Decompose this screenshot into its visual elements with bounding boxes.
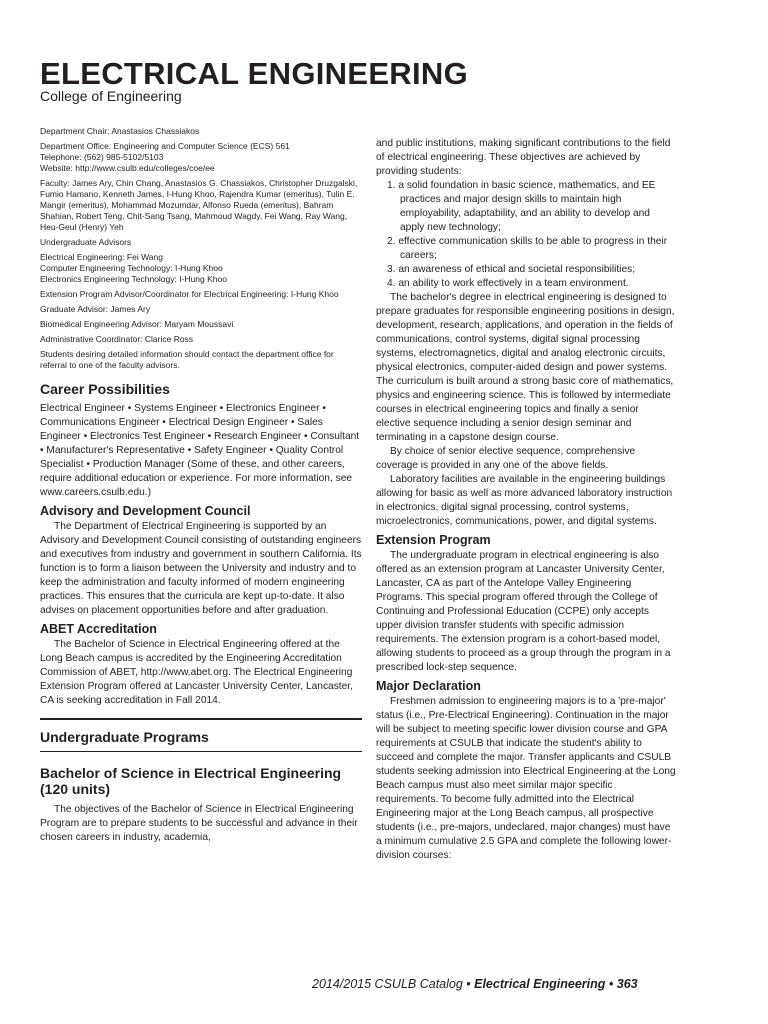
career-heading: Career Possibilities <box>40 381 170 397</box>
page-footer <box>312 977 638 991</box>
advisory-text: The Department of Electrical Engineering is supported by an Advisory and Development Council consisting of outstanding engineers and executives from industry and government in southern California. Its function is to form a liaison between the University and industry and to keep the administration and faculty informed of modern engineering practices. This ensures that the curricula are kept up-to-date. It also advises on placement opportunities before and after graduation. <box>40 521 362 616</box>
objective-item: 3. an awareness of ethical and societal responsibilities; <box>387 264 636 275</box>
biomedical-advisor: Biomedical Engineering Advisor: Maryam Moussavi <box>40 319 234 329</box>
abet-text: The Bachelor of Science in Electrical Engineering offered at the Long Beach campus is accredited by the Engineering Accreditation Commission of ABET, http://www.abet.org. The Electrical Engineering Extension Program offered at Lancaster University Center, Lancaster, CA is seeking accreditation in Fall 2014. <box>40 639 353 706</box>
undergraduate-advisors-label: Undergraduate Advisors <box>40 237 132 247</box>
extension-advisor: Extension Program Advisor/Coordinator for Electrical Engineering: I-Hung Khoo <box>40 289 339 299</box>
graduate-advisor: Graduate Advisor: James Ary <box>40 304 151 314</box>
abet-heading: ABET Accreditation <box>40 622 157 636</box>
footer-section: Electrical Engineering • 363 <box>474 977 638 991</box>
section-divider-thin <box>40 751 362 752</box>
college-subtitle: College of Engineering <box>40 88 182 104</box>
section-divider <box>40 718 362 720</box>
objective-item: 1. a solid foundation in basic science, mathematics, and EE practices and major design skills to maintain high employability, adaptability, and an ability to develop and apply new technology; <box>387 180 656 233</box>
page-title: ELECTRICAL ENGINEERING <box>40 56 469 91</box>
right-column <box>376 137 676 863</box>
left-column <box>40 126 362 845</box>
objectives-list <box>376 179 676 291</box>
faculty-list: Faculty: James Ary, Chin Chang, Anastasios G. Chassiakos, Christopher Druzgalski, Fumio Hamano, Kenneth James, I-Hung Khoo, Rajendra Kumar (emeritus), Tulin E. Mangir (emeritus), Mohammad Mozumdar, Alfonso Rueda (emeritus), Bahram Shahian, Robert Teng, Chit-Sang Tsang, Mahmoud Wagdy, Fei Wang, Ray Wang, Heu-Geul (Henry) Yeh <box>40 178 358 232</box>
objective-item: 4. an ability to work effectively in a team environment. <box>387 278 629 289</box>
major-declaration-text: Freshmen admission to engineering majors is to a 'pre-major' status (i.e., Pre-Electrical Engineering). Continuation in the major will be subject to meeting specific lower division course and GPA requirements at CSULB that indicate the student's ability to succeed and complete the major. Transfer applicants and CSULB students seeking admission into Electrical Engineering at the Long Beach campus must also meet similar major specific requirements. To become fully admitted into the Electrical Engineering major at the Long Beach campus, all prospective students (i.e., pre-majors, undeclared, major changes) must have a minimum cumulative 2.5 GPA and complete the following lower-division courses: <box>376 696 676 861</box>
eet-advisor: Electronics Engineering Technology: I-Hung Khoo <box>40 274 227 284</box>
bsee-intro: The objectives of the Bachelor of Science in Electrical Engineering Program are to prepare students to be successful and advance in their chosen careers in industry, academia, <box>40 804 358 843</box>
laboratory-description: Laboratory facilities are available in the engineering buildings allowing for basic as well as more advanced laboratory instruction in electronics, digital signal processing, control systems, microelectronics, communications, power, and digital systems. <box>376 474 673 527</box>
elective-description: By choice of senior elective sequence, comprehensive coverage is provided in any one of the above fields. <box>376 446 636 471</box>
department-info <box>40 126 362 371</box>
department-office: Department Office: Engineering and Computer Science (ECS) 561 <box>40 141 290 151</box>
department-telephone: Telephone: (562) 985-5102/5103 <box>40 152 164 162</box>
department-chair: Department Chair: Anastasios Chassiakos <box>40 126 200 136</box>
career-text: Electrical Engineer • Systems Engineer • Electronics Engineer • Communications Engineer • Electrical Design Engineer • Sales Engineer • Electronics Test Engineer • Research Engineer • Consultant • Manufacturer's Representative • Safety Engineer • Quality Control Specialist • Production Manager (Some of these, and other careers, require additional education or experience. For more information, see www.careers.csulb.edu.) <box>40 403 360 498</box>
advisory-heading: Advisory and Development Council <box>40 504 251 518</box>
bsee-intro-continued: and public institutions, making significant contributions to the field of electrical engineering. These objectives are achieved by providing students: <box>376 138 671 177</box>
undergraduate-programs-heading: Undergraduate Programs <box>40 729 209 745</box>
objective-item: 2. effective communication skills to be able to progress in their careers; <box>387 236 668 261</box>
advising-note: Students desiring detailed information should contact the department office for referral to one of the faculty advisors. <box>40 349 334 370</box>
bsee-heading: Bachelor of Science in Electrical Engineering (120 units) <box>40 765 342 797</box>
footer-catalog: 2014/2015 CSULB Catalog • <box>312 977 475 991</box>
cet-advisor: Computer Engineering Technology: I-Hung Khoo <box>40 263 223 273</box>
extension-text: The undergraduate program in electrical engineering is also offered as an extension program at Lancaster University Center, Lancaster, CA as part of the Antelope Valley Engineering Programs. This special program offered through the College of Continuing and Professional Education (CCPE) only accepts upper division transfer students with specific admission requirements. The extension program is a cohort-based model, allowing students to proceed as a group through the program in a prescribed lock-step sequence. <box>376 550 671 673</box>
major-declaration-heading: Major Declaration <box>376 679 481 693</box>
administrative-coordinator: Administrative Coordinator: Clarice Ross <box>40 334 194 344</box>
degree-description: The bachelor's degree in electrical engineering is designed to prepare graduates for responsible engineering positions in design, development, research, applications, and operation in the fields of communications, control systems, digital signal processing systems, electromagnetics, digital and analog electronic circuits, physical electronics, computer-aided design and power systems. The curriculum is built around a strong basic core of mathematics, physics and engineering science. This is followed by intermediate courses in electrical engineering topics and finally a senior elective sequence including a senior design seminar and terminating in a capstone design course. <box>376 292 675 443</box>
department-website: Website: http://www.csulb.edu/colleges/coe/ee <box>40 163 215 173</box>
extension-heading: Extension Program <box>376 533 491 547</box>
ee-advisor: Electrical Engineering: Fei Wang <box>40 252 163 262</box>
